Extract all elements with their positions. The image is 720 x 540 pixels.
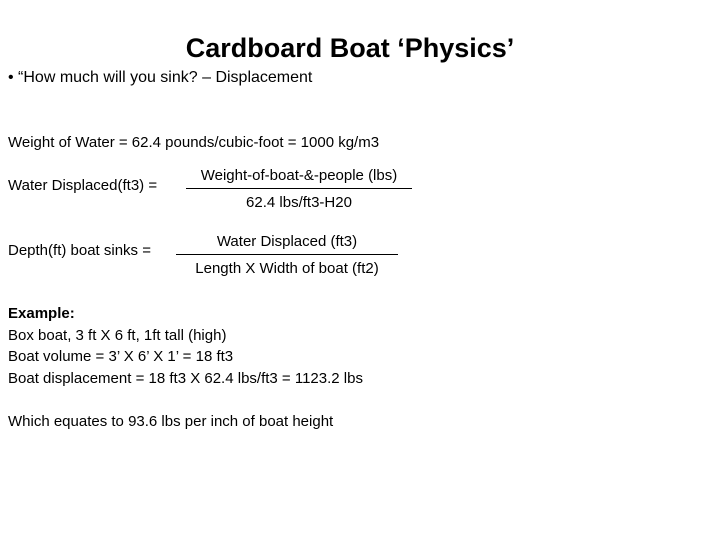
example-heading: Example: (8, 305, 75, 322)
bullet-displacement: • “How much will you sink? – Displacement (8, 69, 313, 86)
depth-label: Depth(ft) boat sinks = (8, 242, 151, 259)
water-displaced-fraction (186, 166, 412, 213)
depth-fraction (176, 232, 398, 279)
water-displaced-label: Water Displaced(ft3) = (8, 177, 158, 194)
depth-denominator: Length X Width of boat (ft2) (195, 260, 379, 277)
example-line-3: Boat displacement = 18 ft3 X 62.4 lbs/ft3 = 1123.2 lbs (8, 370, 363, 387)
weight-of-water-line: Weight of Water = 62.4 pounds/cubic-foot = 1000 kg/m3 (8, 134, 380, 151)
depth-numerator: Water Displaced (ft3) (176, 232, 398, 255)
water-displaced-numerator: Weight-of-boat-&-people (lbs) (186, 166, 412, 189)
example-line-2: Boat volume = 3’ X 6’ X 1’ = 18 ft3 (8, 348, 234, 365)
conclusion-line: Which equates to 93.6 lbs per inch of boat height (8, 413, 334, 430)
water-displaced-denominator: 62.4 lbs/ft3-H20 (246, 194, 352, 211)
slide-title: Cardboard Boat ‘Physics’ (185, 33, 515, 63)
example-line-1: Box boat, 3 ft X 6 ft, 1ft tall (high) (8, 327, 227, 344)
